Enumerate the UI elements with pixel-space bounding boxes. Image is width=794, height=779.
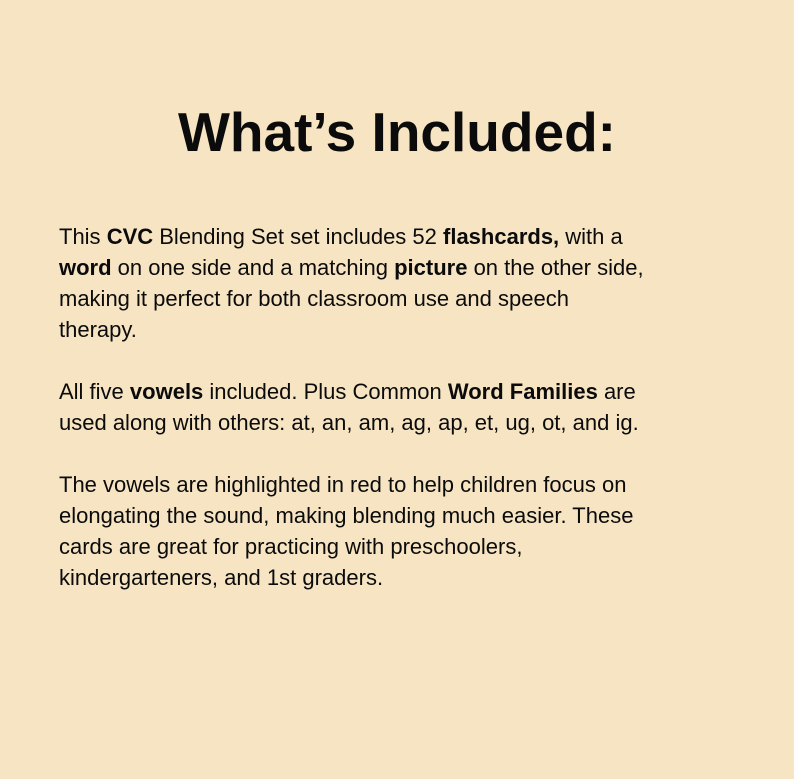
word-emphasis: word <box>59 255 112 280</box>
paragraph-2-text-included: included. Plus Common <box>203 379 448 404</box>
paragraph-1-line-2 <box>59 252 759 283</box>
paragraph-1-text-one-side: on one side and a matching <box>111 255 395 280</box>
cvc-emphasis: CVC <box>106 224 154 249</box>
paragraph-1-line-4: therapy. <box>59 317 137 342</box>
word-families-emphasis: Word Families <box>447 379 598 404</box>
paragraph-3-line-1: The vowels are highlighted in red to help children focus on <box>59 472 627 497</box>
paragraph-1-line-1 <box>59 221 759 252</box>
paragraph-1-line-3: making it perfect for both classroom use and speech <box>59 286 569 311</box>
paragraph-2-line-2: used along with others: at, an, am, ag, ap, et, ug, ot, and ig. <box>59 410 639 435</box>
picture-emphasis: picture <box>394 255 468 280</box>
description-paragraph-2 <box>59 376 759 438</box>
paragraph-1-text-with-a: with a <box>559 224 623 249</box>
paragraph-3-line-3: cards are great for practicing with preschoolers, <box>59 534 523 559</box>
vowels-emphasis: vowels <box>129 379 204 404</box>
paragraph-3-line-4: kindergarteners, and 1st graders. <box>59 565 384 590</box>
description-paragraph-1 <box>59 221 759 345</box>
paragraph-3-line-2: elongating the sound, making blending much easier. These <box>59 503 634 528</box>
flashcards-emphasis: flashcards, <box>443 224 560 249</box>
paragraph-2-text-all-five: All five <box>59 379 130 404</box>
paragraph-1-text-this: This <box>59 224 107 249</box>
paragraph-2-line-1 <box>59 376 759 407</box>
paragraph-1-text-other-side: on the other side, <box>467 255 644 280</box>
description-content <box>59 221 759 593</box>
page-title: What’s Included: <box>178 101 616 163</box>
paragraph-1-text-blending-set: Blending Set set includes 52 <box>153 224 443 249</box>
paragraph-2-text-are: are <box>597 379 636 404</box>
description-paragraph-3 <box>59 469 759 593</box>
